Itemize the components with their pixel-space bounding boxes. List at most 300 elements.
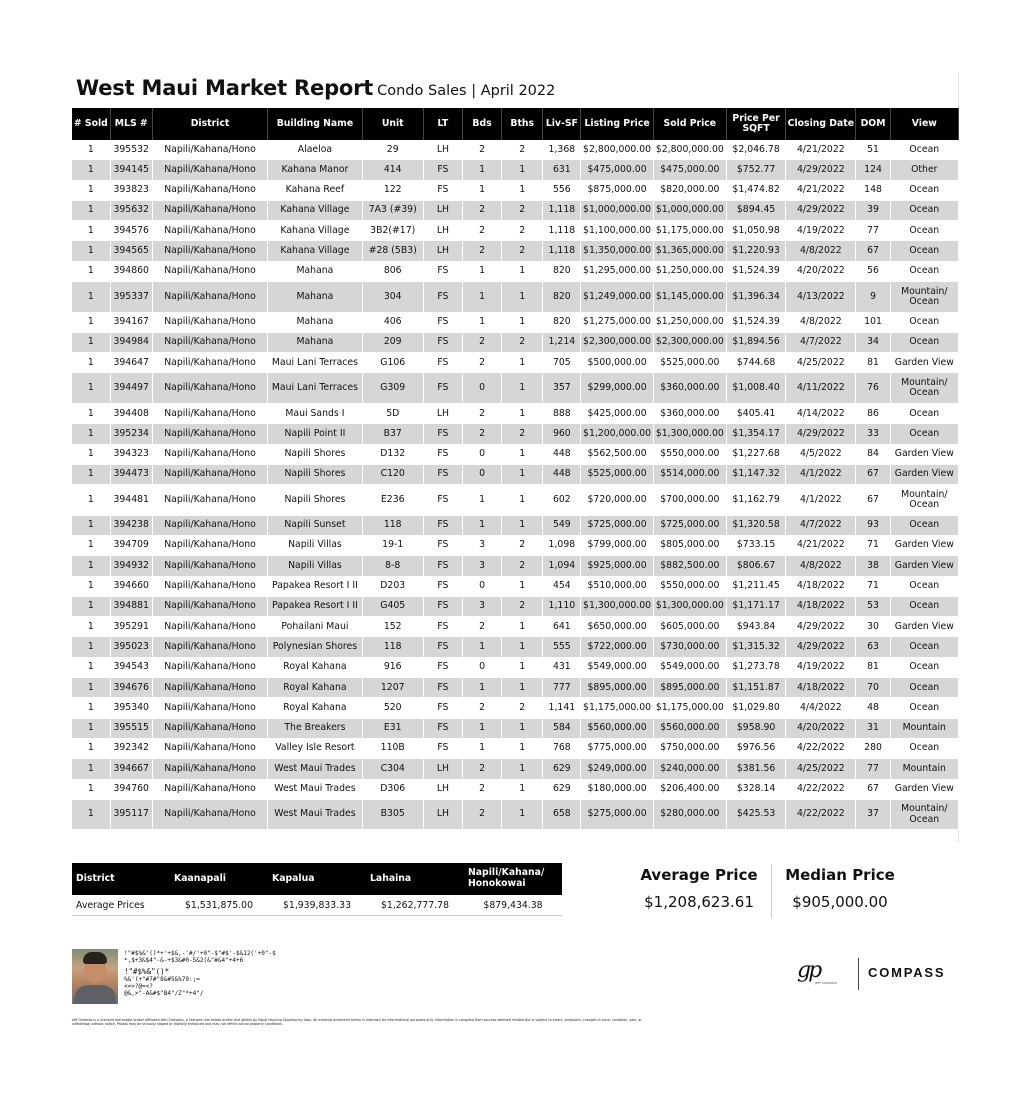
table-cell: 2 bbox=[502, 698, 543, 718]
table-cell: LH bbox=[423, 221, 462, 241]
table-cell: 4/29/2022 bbox=[786, 200, 856, 220]
table-cell: LH bbox=[423, 779, 462, 799]
table-cell: Napili/Kahana/Hono bbox=[152, 282, 267, 313]
table-cell: 395291 bbox=[110, 617, 152, 637]
table-cell: Mountain bbox=[890, 759, 958, 779]
table-cell: $381.56 bbox=[726, 759, 785, 779]
table-cell: $1,474.82 bbox=[726, 180, 785, 200]
table-cell: $2,300,000.00 bbox=[581, 332, 653, 352]
title-main: West Maui Market Report bbox=[76, 76, 374, 100]
column-header: LT bbox=[423, 108, 462, 140]
column-header: Bds bbox=[462, 108, 501, 140]
table-cell: 394709 bbox=[110, 535, 152, 555]
table-cell: B37 bbox=[362, 424, 423, 444]
table-cell: Pohailani Maui bbox=[268, 617, 362, 637]
district-average-table bbox=[72, 863, 562, 916]
table-cell: 77 bbox=[856, 759, 890, 779]
table-cell: FS bbox=[423, 515, 462, 535]
table-row bbox=[72, 373, 959, 404]
table-cell: 394676 bbox=[110, 678, 152, 698]
table-cell: Ocean bbox=[890, 221, 958, 241]
table-cell: D132 bbox=[362, 444, 423, 464]
table-cell: Mountain/ Ocean bbox=[890, 373, 958, 404]
table-cell: Mountain bbox=[890, 718, 958, 738]
table-cell: 4/7/2022 bbox=[786, 332, 856, 352]
table-cell: Napili Villas bbox=[268, 556, 362, 576]
compass-logo: COMPASS bbox=[868, 965, 946, 980]
table-cell: 1 bbox=[502, 444, 543, 464]
table-cell: $550,000.00 bbox=[653, 576, 726, 596]
table-cell: $958.90 bbox=[726, 718, 785, 738]
table-cell: 2 bbox=[462, 799, 501, 830]
table-cell: 31 bbox=[856, 718, 890, 738]
table-cell: West Maui Trades bbox=[268, 779, 362, 799]
table-cell: $744.68 bbox=[726, 353, 785, 373]
table-cell: $500,000.00 bbox=[581, 353, 653, 373]
table-cell: $525,000.00 bbox=[653, 353, 726, 373]
table-cell: 584 bbox=[543, 718, 581, 738]
table-cell: 394543 bbox=[110, 657, 152, 677]
table-cell: $475,000.00 bbox=[581, 160, 653, 180]
table-cell: Napili/Kahana/Hono bbox=[152, 759, 267, 779]
table-cell: 2 bbox=[462, 617, 501, 637]
table-cell: Mahana bbox=[268, 282, 362, 313]
district-column-header: Napili/Kahana/ Honokowai bbox=[464, 863, 562, 895]
table-cell: 1 bbox=[462, 485, 501, 516]
table-row bbox=[72, 403, 959, 423]
table-cell: $700,000.00 bbox=[653, 485, 726, 516]
table-cell: 406 bbox=[362, 312, 423, 332]
table-cell: 2 bbox=[462, 221, 501, 241]
table-cell: $806.67 bbox=[726, 556, 785, 576]
table-cell: Papakea Resort I II bbox=[268, 596, 362, 616]
table-cell: 1 bbox=[72, 403, 110, 423]
table-cell: Ocean bbox=[890, 637, 958, 657]
column-header: Liv-SF bbox=[543, 108, 581, 140]
table-cell: $206,400.00 bbox=[653, 779, 726, 799]
table-cell: Napili Point II bbox=[268, 424, 362, 444]
table-cell: 1 bbox=[502, 464, 543, 484]
table-cell: 4/29/2022 bbox=[786, 637, 856, 657]
table-cell: 1 bbox=[72, 332, 110, 352]
table-cell: 1 bbox=[72, 515, 110, 535]
table-cell: $725,000.00 bbox=[653, 515, 726, 535]
table-cell: $1,000,000.00 bbox=[581, 200, 653, 220]
table-cell: $895,000.00 bbox=[581, 678, 653, 698]
table-cell: $925,000.00 bbox=[581, 556, 653, 576]
table-cell: 2 bbox=[462, 698, 501, 718]
table-cell: $1,320.58 bbox=[726, 515, 785, 535]
table-row bbox=[72, 596, 959, 616]
table-cell: 820 bbox=[543, 261, 581, 281]
table-cell: $180,000.00 bbox=[581, 779, 653, 799]
table-cell: $730,000.00 bbox=[653, 637, 726, 657]
agent-photo bbox=[72, 949, 118, 1004]
table-cell: $1,000,000.00 bbox=[653, 200, 726, 220]
table-cell: 1 bbox=[72, 738, 110, 758]
table-cell: 2 bbox=[462, 241, 501, 261]
table-cell: 4/8/2022 bbox=[786, 556, 856, 576]
table-cell: Kahana Manor bbox=[268, 160, 362, 180]
table-cell: 1 bbox=[72, 261, 110, 281]
table-cell: 1 bbox=[462, 637, 501, 657]
table-cell: 71 bbox=[856, 535, 890, 555]
table-cell: Maui Lani Terraces bbox=[268, 353, 362, 373]
table-cell: 0 bbox=[462, 464, 501, 484]
table-cell: $722,000.00 bbox=[581, 637, 653, 657]
table-cell: Garden View bbox=[890, 353, 958, 373]
table-cell: Kahana Village bbox=[268, 200, 362, 220]
table-cell: 629 bbox=[543, 759, 581, 779]
district-average-value: $1,262,777.78 bbox=[366, 895, 464, 916]
table-cell: The Breakers bbox=[268, 718, 362, 738]
table-cell: 30 bbox=[856, 617, 890, 637]
table-cell: 705 bbox=[543, 353, 581, 373]
table-cell: $799,000.00 bbox=[581, 535, 653, 555]
table-cell: $562,500.00 bbox=[581, 444, 653, 464]
table-cell: 9 bbox=[856, 282, 890, 313]
table-cell: 1 bbox=[72, 140, 110, 160]
table-row bbox=[72, 282, 959, 313]
table-cell: $425,000.00 bbox=[581, 403, 653, 423]
table-cell: $1,250,000.00 bbox=[653, 261, 726, 281]
table-cell: 602 bbox=[543, 485, 581, 516]
table-cell: $550,000.00 bbox=[653, 444, 726, 464]
table-cell: 1 bbox=[502, 282, 543, 313]
table-cell: 4/22/2022 bbox=[786, 799, 856, 830]
table-cell: D306 bbox=[362, 779, 423, 799]
table-cell: 960 bbox=[543, 424, 581, 444]
table-cell: Napili Shores bbox=[268, 485, 362, 516]
table-cell: Ocean bbox=[890, 678, 958, 698]
table-cell: 394760 bbox=[110, 779, 152, 799]
table-cell: 431 bbox=[543, 657, 581, 677]
table-cell: FS bbox=[423, 464, 462, 484]
district-average-value: $879,434.38 bbox=[464, 895, 562, 916]
district-column-header: Lahaina bbox=[366, 863, 464, 895]
table-cell: 395515 bbox=[110, 718, 152, 738]
table-cell: Napili/Kahana/Hono bbox=[152, 657, 267, 677]
table-cell: $2,046.78 bbox=[726, 140, 785, 160]
table-cell: 1 bbox=[462, 515, 501, 535]
table-cell: $752.77 bbox=[726, 160, 785, 180]
table-cell: 4/25/2022 bbox=[786, 759, 856, 779]
table-cell: 4/20/2022 bbox=[786, 261, 856, 281]
table-cell: $1,162.79 bbox=[726, 485, 785, 516]
table-cell: $650,000.00 bbox=[581, 617, 653, 637]
table-cell: 1 bbox=[72, 241, 110, 261]
median-price-label: Median Price bbox=[785, 866, 895, 884]
table-cell: FS bbox=[423, 718, 462, 738]
table-cell: 414 bbox=[362, 160, 423, 180]
agent-monogram-subtext: JEFF ONDERKO bbox=[815, 981, 838, 985]
table-row bbox=[72, 200, 959, 220]
table-cell: $405.41 bbox=[726, 403, 785, 423]
table-cell: 1 bbox=[72, 657, 110, 677]
table-row bbox=[72, 535, 959, 555]
table-cell: 1 bbox=[502, 180, 543, 200]
table-cell: 1 bbox=[462, 160, 501, 180]
average-price-label: Average Price bbox=[640, 866, 758, 884]
column-header: Sold Price bbox=[653, 108, 726, 140]
table-cell: 93 bbox=[856, 515, 890, 535]
table-cell: FS bbox=[423, 485, 462, 516]
table-cell: 394860 bbox=[110, 261, 152, 281]
table-cell: Garden View bbox=[890, 535, 958, 555]
table-cell: 1 bbox=[72, 353, 110, 373]
table-cell: 2 bbox=[462, 140, 501, 160]
table-cell: $1,365,000.00 bbox=[653, 241, 726, 261]
average-price-block bbox=[640, 866, 758, 911]
table-cell: 4/7/2022 bbox=[786, 515, 856, 535]
table-cell: 1 bbox=[72, 200, 110, 220]
table-cell: $1,250,000.00 bbox=[653, 312, 726, 332]
table-cell: 1 bbox=[502, 738, 543, 758]
table-cell: Polynesian Shores bbox=[268, 637, 362, 657]
table-cell: Mountain/ Ocean bbox=[890, 282, 958, 313]
table-cell: $976.56 bbox=[726, 738, 785, 758]
table-cell: $1,175,000.00 bbox=[581, 698, 653, 718]
table-cell: 4/25/2022 bbox=[786, 353, 856, 373]
table-cell: Alaeloa bbox=[268, 140, 362, 160]
table-cell: $425.53 bbox=[726, 799, 785, 830]
table-cell: FS bbox=[423, 312, 462, 332]
table-cell: 394481 bbox=[110, 485, 152, 516]
table-cell: 4/18/2022 bbox=[786, 596, 856, 616]
table-cell: Napili/Kahana/Hono bbox=[152, 424, 267, 444]
table-cell: $775,000.00 bbox=[581, 738, 653, 758]
table-cell: C120 bbox=[362, 464, 423, 484]
agent-photo-shirt bbox=[74, 985, 116, 1004]
table-cell: Garden View bbox=[890, 556, 958, 576]
table-cell: LH bbox=[423, 241, 462, 261]
table-cell: 118 bbox=[362, 637, 423, 657]
table-cell: $549,000.00 bbox=[653, 657, 726, 677]
table-cell: Napili/Kahana/Hono bbox=[152, 718, 267, 738]
table-cell: 1 bbox=[72, 698, 110, 718]
table-cell: 34 bbox=[856, 332, 890, 352]
table-cell: 152 bbox=[362, 617, 423, 637]
table-cell: $2,300,000.00 bbox=[653, 332, 726, 352]
table-cell: 2 bbox=[462, 403, 501, 423]
table-cell: 1 bbox=[72, 464, 110, 484]
table-cell: 394408 bbox=[110, 403, 152, 423]
table-cell: 2 bbox=[502, 140, 543, 160]
table-cell: 304 bbox=[362, 282, 423, 313]
table-cell: 148 bbox=[856, 180, 890, 200]
column-header: District bbox=[152, 108, 267, 140]
table-cell: $1,350,000.00 bbox=[581, 241, 653, 261]
table-cell: $1,100,000.00 bbox=[581, 221, 653, 241]
agent-line-3: %&'(+"#7#"8&#5&%79:;= bbox=[124, 976, 200, 983]
table-row bbox=[72, 241, 959, 261]
table-cell: $1,249,000.00 bbox=[581, 282, 653, 313]
table-cell: 2 bbox=[462, 424, 501, 444]
table-cell: 394167 bbox=[110, 312, 152, 332]
table-cell: $560,000.00 bbox=[581, 718, 653, 738]
table-cell: 122 bbox=[362, 180, 423, 200]
table-cell: 1 bbox=[72, 180, 110, 200]
table-cell: 0 bbox=[462, 576, 501, 596]
table-cell: $1,171.17 bbox=[726, 596, 785, 616]
table-cell: 56 bbox=[856, 261, 890, 281]
table-cell: 63 bbox=[856, 637, 890, 657]
table-cell: FS bbox=[423, 332, 462, 352]
table-cell: 1 bbox=[502, 312, 543, 332]
table-cell: 19-1 bbox=[362, 535, 423, 555]
table-cell: $1,145,000.00 bbox=[653, 282, 726, 313]
table-cell: $1,300,000.00 bbox=[581, 596, 653, 616]
table-cell: 395117 bbox=[110, 799, 152, 830]
table-cell: 658 bbox=[543, 799, 581, 830]
agent-line-1: !"#$%&'()*+'+$&,-'#/'+0"-$"#$'-$&12('+0"-$ bbox=[124, 950, 276, 957]
table-cell: Ocean bbox=[890, 241, 958, 261]
table-cell: 4/5/2022 bbox=[786, 444, 856, 464]
table-cell: Papakea Resort I II bbox=[268, 576, 362, 596]
table-cell: 1,118 bbox=[543, 241, 581, 261]
table-cell: Napili/Kahana/Hono bbox=[152, 200, 267, 220]
table-cell: 2 bbox=[502, 332, 543, 352]
table-cell: 81 bbox=[856, 657, 890, 677]
table-cell: 1,098 bbox=[543, 535, 581, 555]
table-cell: Napili/Kahana/Hono bbox=[152, 556, 267, 576]
table-cell: 806 bbox=[362, 261, 423, 281]
table-cell: 394881 bbox=[110, 596, 152, 616]
table-cell: 1 bbox=[72, 759, 110, 779]
table-cell: 820 bbox=[543, 312, 581, 332]
table-cell: 1 bbox=[72, 221, 110, 241]
table-cell: FS bbox=[423, 556, 462, 576]
table-cell: E31 bbox=[362, 718, 423, 738]
table-cell: $882,500.00 bbox=[653, 556, 726, 576]
table-cell: G309 bbox=[362, 373, 423, 404]
table-cell: Napili/Kahana/Hono bbox=[152, 332, 267, 352]
table-cell: 1 bbox=[502, 515, 543, 535]
table-cell: Napili/Kahana/Hono bbox=[152, 180, 267, 200]
table-cell: 3 bbox=[462, 556, 501, 576]
table-cell: 4/29/2022 bbox=[786, 424, 856, 444]
table-cell: LH bbox=[423, 200, 462, 220]
table-cell: 1,110 bbox=[543, 596, 581, 616]
table-cell: FS bbox=[423, 424, 462, 444]
table-cell: 4/19/2022 bbox=[786, 657, 856, 677]
table-cell: 1 bbox=[502, 617, 543, 637]
table-row bbox=[72, 332, 959, 352]
table-cell: $1,275,000.00 bbox=[581, 312, 653, 332]
table-cell: $1,300,000.00 bbox=[653, 596, 726, 616]
table-cell: Napili Villas bbox=[268, 535, 362, 555]
table-cell: $805,000.00 bbox=[653, 535, 726, 555]
table-cell: G106 bbox=[362, 353, 423, 373]
table-cell: $280,000.00 bbox=[653, 799, 726, 830]
table-cell: 394576 bbox=[110, 221, 152, 241]
table-cell: $249,000.00 bbox=[581, 759, 653, 779]
table-cell: 1 bbox=[502, 637, 543, 657]
table-cell: $1,050.98 bbox=[726, 221, 785, 241]
agent-info bbox=[124, 950, 276, 997]
table-cell: Napili/Kahana/Hono bbox=[152, 535, 267, 555]
table-cell: Napili/Kahana/Hono bbox=[152, 444, 267, 464]
table-cell: 1 bbox=[502, 160, 543, 180]
table-cell: 86 bbox=[856, 403, 890, 423]
table-cell: 394565 bbox=[110, 241, 152, 261]
table-cell: 1 bbox=[72, 637, 110, 657]
table-cell: FS bbox=[423, 180, 462, 200]
table-cell: $275,000.00 bbox=[581, 799, 653, 830]
table-cell: $750,000.00 bbox=[653, 738, 726, 758]
table-cell: 118 bbox=[362, 515, 423, 535]
table-cell: 4/19/2022 bbox=[786, 221, 856, 241]
table-cell: 1 bbox=[72, 160, 110, 180]
table-cell: $1,354.17 bbox=[726, 424, 785, 444]
table-cell: 84 bbox=[856, 444, 890, 464]
table-row bbox=[72, 617, 959, 637]
table-cell: Garden View bbox=[890, 617, 958, 637]
table-cell: Ocean bbox=[890, 332, 958, 352]
table-cell: 520 bbox=[362, 698, 423, 718]
table-cell: West Maui Trades bbox=[268, 759, 362, 779]
table-cell: Napili/Kahana/Hono bbox=[152, 515, 267, 535]
table-cell: 556 bbox=[543, 180, 581, 200]
table-cell: $1,200,000.00 bbox=[581, 424, 653, 444]
column-header: Bths bbox=[502, 108, 543, 140]
table-cell: 454 bbox=[543, 576, 581, 596]
table-row bbox=[72, 485, 959, 516]
table-cell: Other bbox=[890, 160, 958, 180]
table-cell: 395532 bbox=[110, 140, 152, 160]
table-cell: $1,227.68 bbox=[726, 444, 785, 464]
table-cell: Ocean bbox=[890, 596, 958, 616]
table-row bbox=[72, 160, 959, 180]
table-cell: FS bbox=[423, 596, 462, 616]
table-cell: 1 bbox=[462, 180, 501, 200]
stats-divider bbox=[771, 864, 772, 918]
table-cell: FS bbox=[423, 535, 462, 555]
table-cell: LH bbox=[423, 759, 462, 779]
column-header: View bbox=[890, 108, 958, 140]
table-cell: 395632 bbox=[110, 200, 152, 220]
table-cell: 394647 bbox=[110, 353, 152, 373]
table-cell: 1 bbox=[72, 535, 110, 555]
table-cell: FS bbox=[423, 678, 462, 698]
table-cell: 1 bbox=[72, 799, 110, 830]
table-cell: 392342 bbox=[110, 738, 152, 758]
table-cell: 1 bbox=[72, 596, 110, 616]
title-subtitle: Condo Sales | April 2022 bbox=[377, 83, 556, 99]
table-cell: Napili Shores bbox=[268, 444, 362, 464]
table-row bbox=[72, 718, 959, 738]
table-cell: Napili/Kahana/Hono bbox=[152, 464, 267, 484]
table-cell: Ocean bbox=[890, 698, 958, 718]
table-cell: $1,008.40 bbox=[726, 373, 785, 404]
district-column-header: Kaanapali bbox=[170, 863, 268, 895]
table-row bbox=[72, 424, 959, 444]
table-cell: 1 bbox=[72, 556, 110, 576]
column-header: DOM bbox=[856, 108, 890, 140]
table-row bbox=[72, 140, 959, 160]
table-cell: 768 bbox=[543, 738, 581, 758]
table-cell: 394238 bbox=[110, 515, 152, 535]
table-cell: 1 bbox=[462, 261, 501, 281]
table-cell: Mountain/ Ocean bbox=[890, 485, 958, 516]
table-cell: 4/21/2022 bbox=[786, 180, 856, 200]
table-cell: Napili/Kahana/Hono bbox=[152, 261, 267, 281]
table-cell: 393823 bbox=[110, 180, 152, 200]
average-price-value: $1,208,623.61 bbox=[644, 893, 754, 911]
median-price-value: $905,000.00 bbox=[792, 893, 888, 911]
table-cell: 1 bbox=[502, 373, 543, 404]
table-cell: 395234 bbox=[110, 424, 152, 444]
